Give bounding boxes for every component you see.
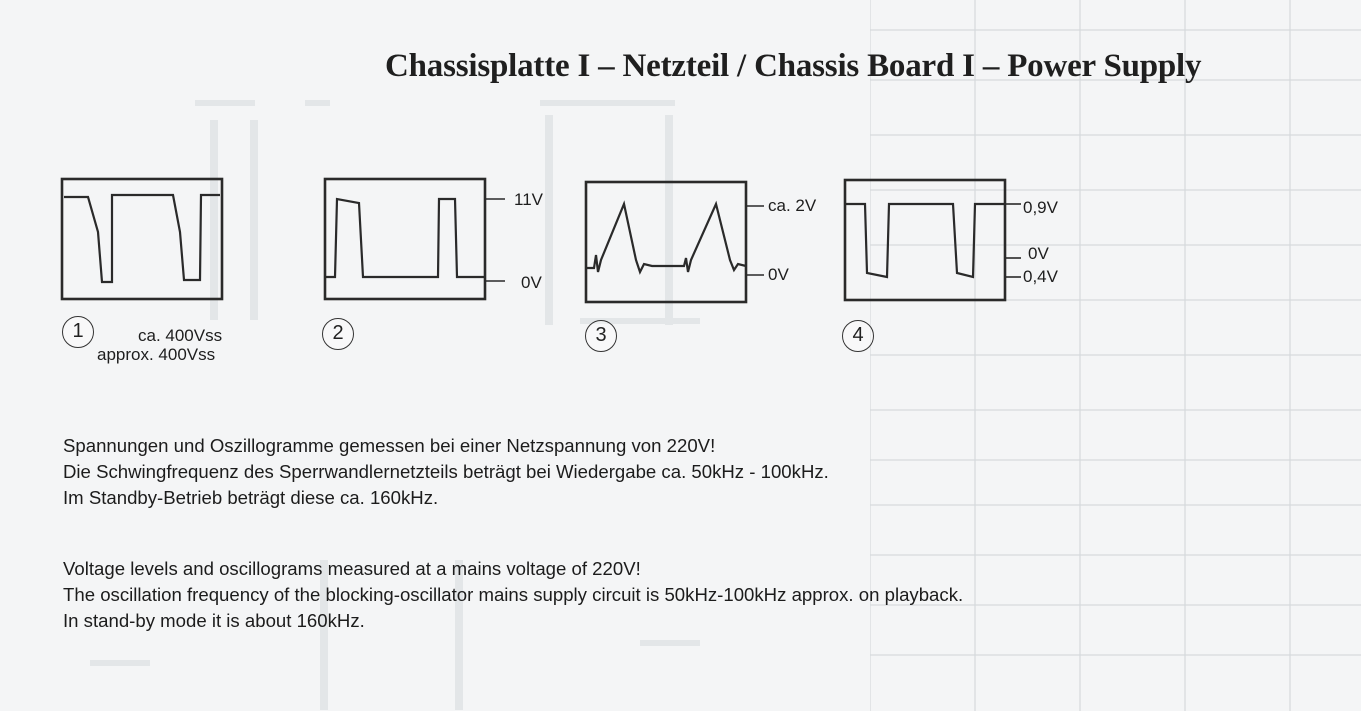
oscillogram-1	[60, 177, 226, 303]
waveform-1-caption-de: ca. 400Vss	[138, 326, 223, 345]
waveform-4-plot	[843, 178, 1033, 304]
description-en-line-3: In stand-by mode it is about 160kHz.	[63, 610, 365, 631]
waveform-4-label-low: 0,4V	[1023, 267, 1058, 286]
waveform-1-number: 1	[62, 316, 94, 348]
description-en-line-1: Voltage levels and oscillograms measured at a mains voltage of 220V!	[63, 558, 641, 579]
description-de-line-2: Die Schwingfrequenz des Sperrwandlernetzteils beträgt bei Wiedergabe ca. 50kHz - 100kHz.	[63, 461, 829, 482]
description-de-line-3: Im Standby-Betrieb beträgt diese ca. 160kHz.	[63, 487, 439, 508]
waveform-3-plot	[584, 180, 774, 306]
description-en-line-2: The oscillation frequency of the blocking-oscillator mains supply circuit is 50kHz-100kHz approx. on playback.	[63, 584, 964, 605]
waveform-4-number: 4	[842, 320, 874, 352]
description-german	[63, 433, 829, 511]
oscillogram-2	[323, 177, 513, 303]
oscillogram-3	[584, 180, 774, 306]
page-title: Chassisplatte I – Netzteil / Chassis Board I – Power Supply	[385, 48, 1202, 84]
waveform-3-number: 3	[585, 320, 617, 352]
waveform-3-label-zero: 0V	[768, 265, 789, 284]
waveform-1-caption-en: approx. 400Vss	[97, 345, 216, 364]
oscillogram-4	[843, 178, 1033, 304]
description-english	[63, 556, 963, 634]
waveform-3-label-high: ca. 2V	[768, 196, 817, 215]
waveform-2-number: 2	[322, 318, 354, 350]
waveform-2-label-high: 11V	[514, 190, 543, 209]
waveform-4-label-zero: 0V	[1028, 244, 1049, 263]
waveform-2-label-zero: 0V	[521, 273, 542, 292]
waveform-4-label-high: 0,9V	[1023, 198, 1058, 217]
waveform-2-plot	[323, 177, 513, 303]
description-de-line-1: Spannungen und Oszillogramme gemessen bei einer Netzspannung von 220V!	[63, 435, 716, 456]
waveform-1-plot	[60, 177, 226, 303]
